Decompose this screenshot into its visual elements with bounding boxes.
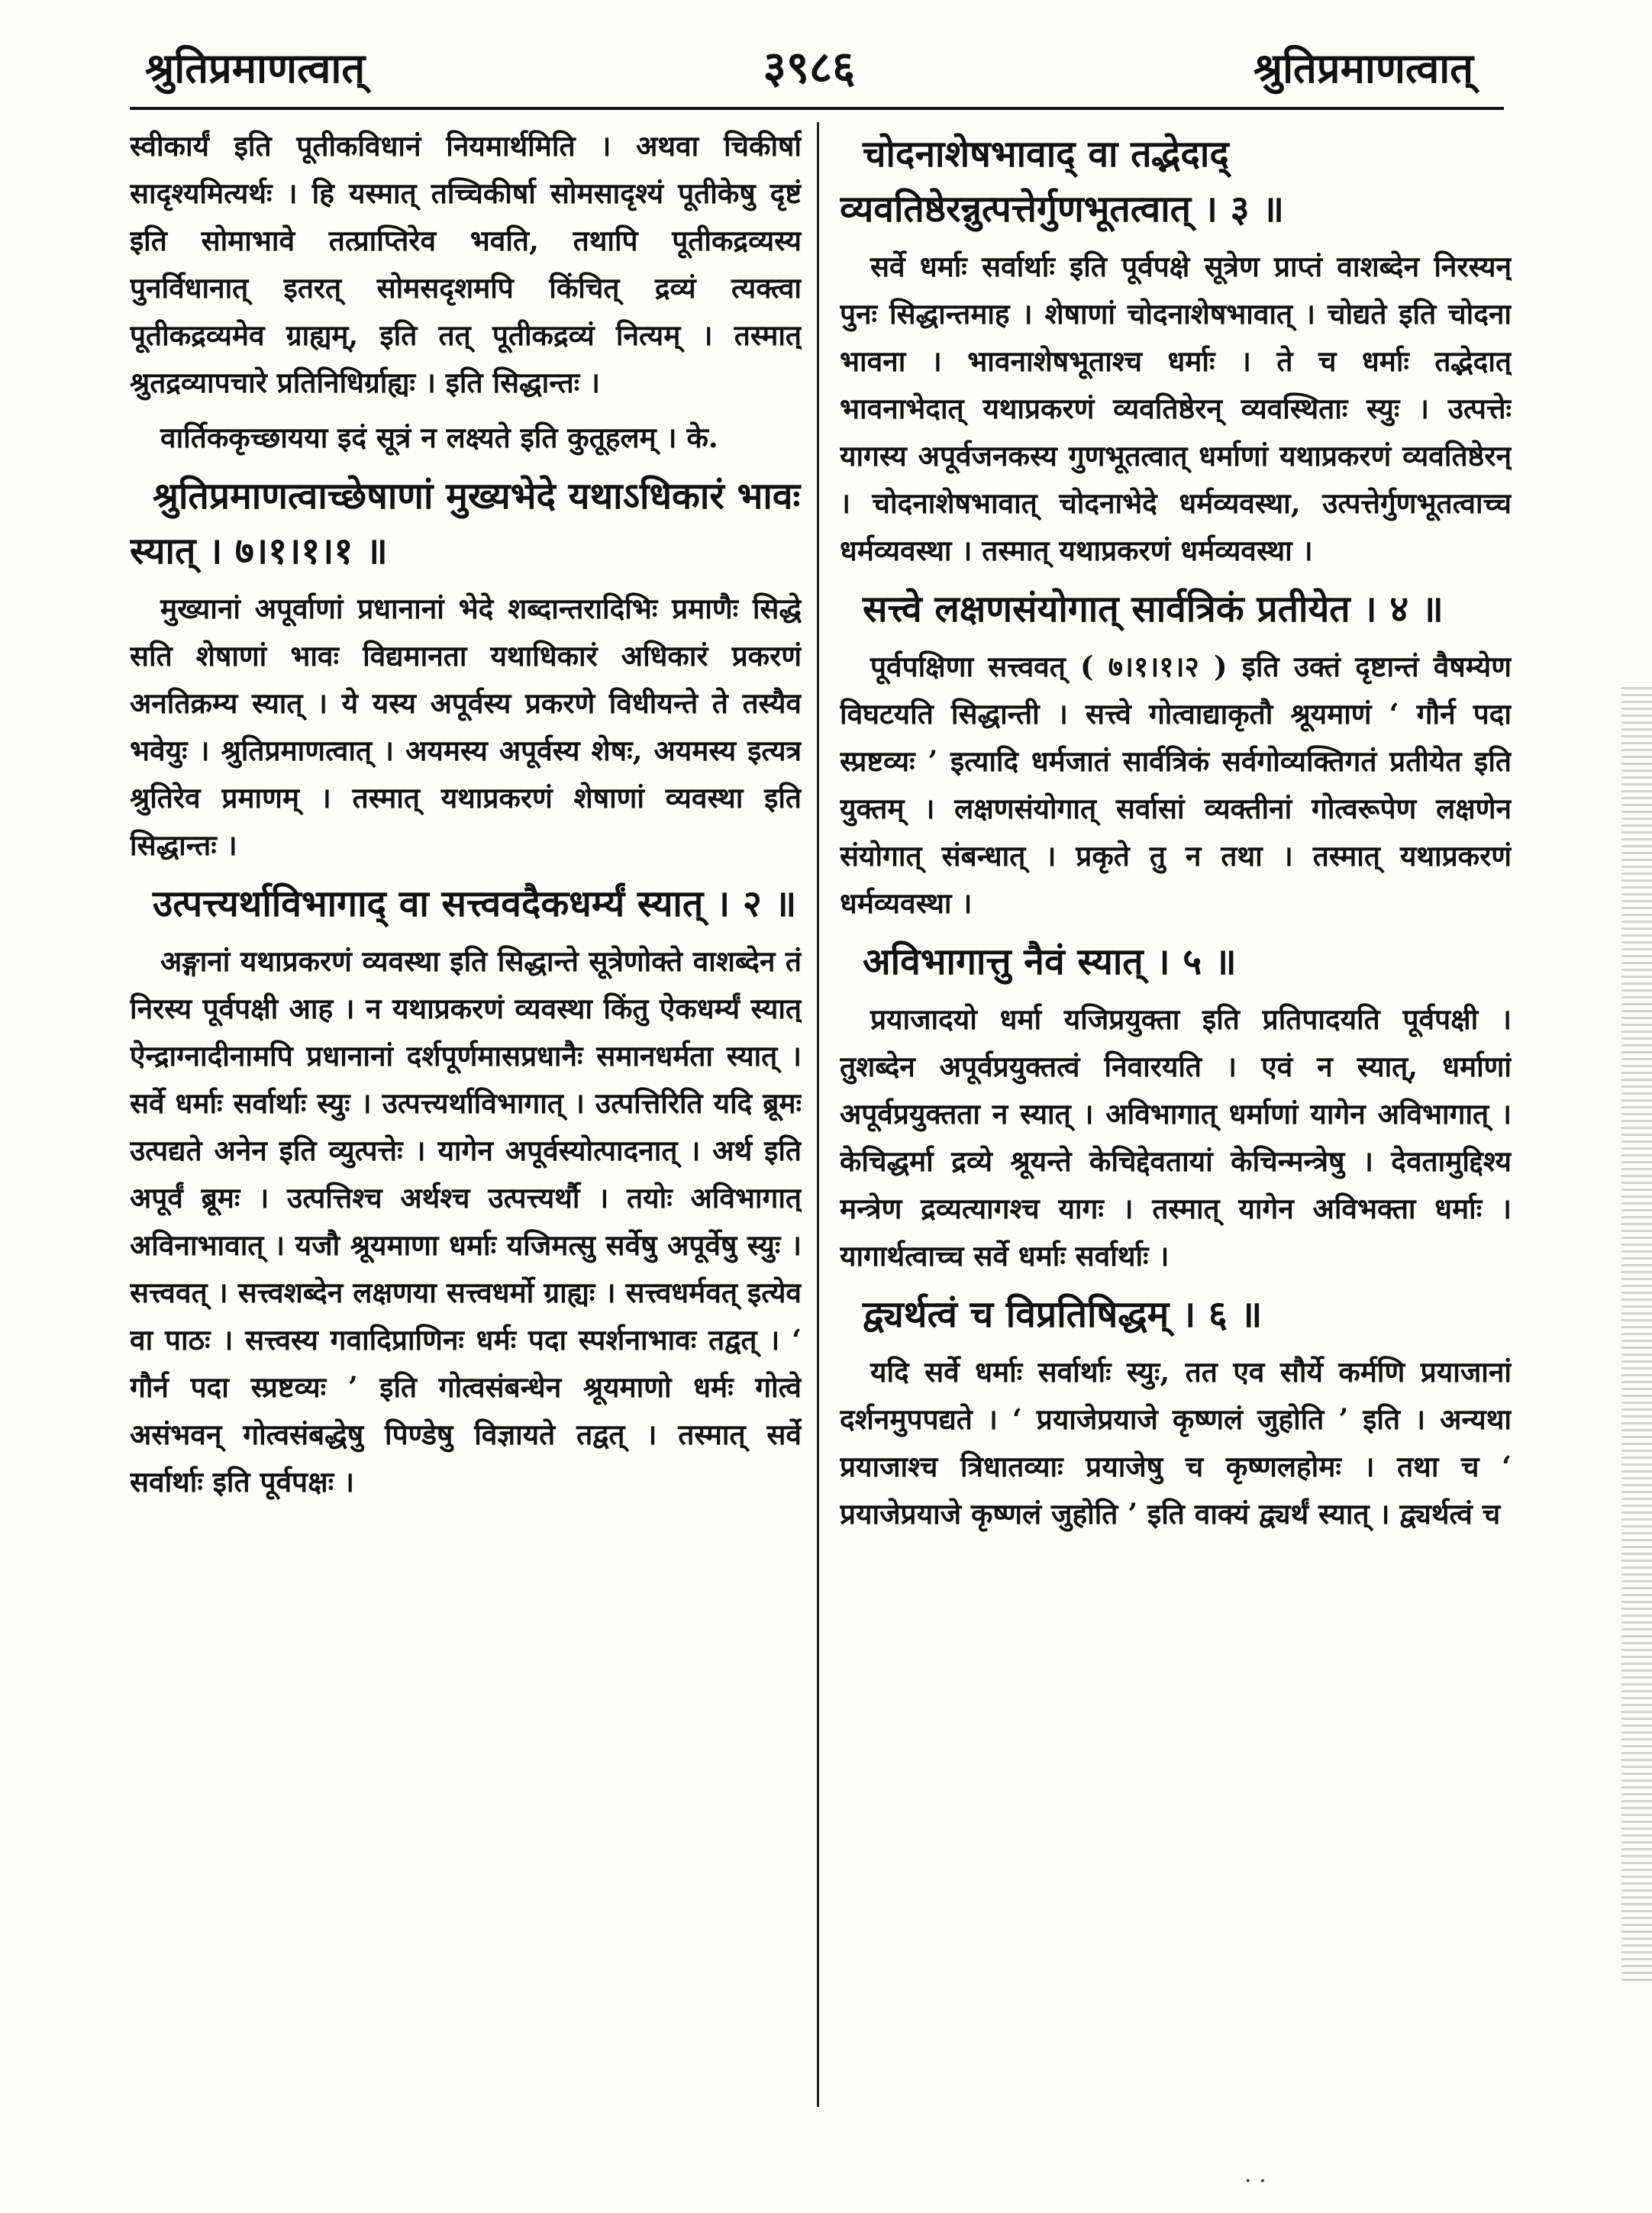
column-divider	[817, 122, 819, 2107]
sutra-4: सत्त्वे लक्षणसंयोगात् सार्वत्रिकं प्रतीयेत । ४ ॥	[863, 588, 1444, 631]
scan-specks: · ·	[1244, 2168, 1266, 2195]
right-paragraph-4: यदि सर्वे धर्माः सर्वार्थाः स्युः, तत एव सौर्ये कर्मणि प्रयाजानां दर्शनमुपपद्यते । ‘ प्रयाजेप्रयाजे कृष्णलं जुहोति ’ इति । अन्यथा प्रयाजाश्च त्रिधातव्याः प्रयाजेषु च कृष्णलहोमः । तथा च ‘ प्रयाजेप्रयाजे कृष्णलं जुहोति ’ इति वाक्यं द्व्यर्थं स्यात् । द्व्यर्थत्वं च	[840, 1355, 1512, 1531]
left-paragraph-1: स्वीकार्यं इति पूतीकविधानं नियमार्थमिति । अथवा चिकीर्षा सादृश्यमित्यर्थः । हि यस्मात् तच्चिकीर्षा सोमसादृश्यं पूतीकेषु दृष्टं इति सोमाभावे तत्प्राप्तिरेव भवति, तथापि पूतीकद्रव्यस्य पुनर्विधानात् इतरत् सोमसदृशमपि किंचित् द्रव्यं त्यक्त्वा पूतीकद्रव्यमेव ग्राह्यम्, इति तत् पूतीकद्रव्यं नित्यम् । तस्मात् श्रुतद्रव्यापचारे प्रतिनिधिर्ग्राह्यः । इति सिद्धान्तः ।	[130, 129, 802, 399]
right-column	[840, 122, 1512, 2122]
left-paragraph-2: वार्तिककृच्छायया इदं सूत्रं न लक्ष्यते इति कुतूहलम् । के.	[160, 421, 718, 454]
right-paragraph-3: प्रयाजादयो धर्मा यजिप्रयुक्ता इति प्रतिपादयति पूर्वपक्षी । तुशब्देन अपूर्वप्रयुक्तत्वं निवारयति । एवं न स्यात्, धर्माणां अपूर्वप्रयुक्तता न स्यात् । अविभागात् धर्माणां यागेन अविभागात् । केचिद्धर्मा द्रव्ये श्रूयन्ते केचिद्देवतायां केचिन्मन्त्रेषु । देवतामुद्दिश्य मन्त्रेण द्रव्यत्यागश्च यागः । तस्मात् यागेन अविभक्ता धर्माः । यागार्थत्वाच्च सर्वे धर्माः सर्वार्थाः ।	[840, 1002, 1512, 1273]
sutra-6: द्व्यर्थत्वं च विप्रतिषिद्धम् । ६ ॥	[863, 1293, 1263, 1336]
sutra-1: श्रुतिप्रमाणत्वाच्छेषाणां मुख्यभेदे यथाऽधिकारं भावः स्यात् । ७।१।१।१ ॥	[130, 475, 801, 573]
sutra-3: चोदनाशेषभावाद् वा तद्भेदाद् व्यवतिष्ठेरन्नुत्पत्तेर्गुणभूतत्वात् । ३ ॥	[840, 133, 1285, 231]
left-paragraph-3: मुख्यानां अपूर्वाणां प्रधानानां भेदे शब्दान्तरादिभिः प्रमाणैः सिद्धे सति शेषाणां भावः विद्यमानता यथाधिकारं अधिकारं प्रकरणं अनतिक्रम्य स्यात् । ये यस्य अपूर्वस्य प्रकरणे विधीयन्ते ते तस्यैव भवेयुः । श्रुतिप्रमाणत्वात् । अयमस्य अपूर्वस्य शेषः, अयमस्य इत्यत्र श्रुतिरेव प्रमाणम् । तस्मात् यथाप्रकरणं शेषाणां व्यवस्था इति सिद्धान्तः ।	[130, 592, 802, 862]
right-paragraph-1: सर्वे धर्माः सर्वार्थाः इति पूर्वपक्षे सूत्रेण प्राप्तं वाशब्देन निरस्यन् पुनः सिद्धान्तमाह । शेषाणां चोदनाशेषभावात् । चोद्यते इति चोदना भावना । भावनाशेषभूताश्च धर्माः । ते च धर्माः तद्भेदात् भावनाभेदात् यथाप्रकरणं व्यवतिष्ठेरन् व्यवस्थिताः स्युः । उत्पत्तेः यागस्य अपूर्वजनकस्य गुणभूतत्वात् धर्माणां यथाप्रकरणं व्यवतिष्ठेरन् । चोदनाशेषभावात् चोदनाभेदे धर्मव्यवस्था, उत्पत्तेर्गुणभूतत्वाच्च धर्मव्यवस्था । तस्मात् यथाप्रकरणं धर्मव्यवस्था ।	[840, 250, 1512, 567]
sutra-2: उत्पत्त्यर्थाविभागाद् वा सत्त्ववदैकधर्म्यं स्यात् । २ ॥	[153, 882, 797, 925]
running-head-left: श्रुतिप्रमाणत्वात्	[145, 44, 366, 92]
left-paragraph-4: अङ्गानां यथाप्रकरणं व्यवस्था इति सिद्धान्ते सूत्रेणोक्ते वाशब्देन तं निरस्य पूर्वपक्षी आह । न यथाप्रकरणं व्यवस्था किंतु ऐकधर्म्यं स्यात् ऐन्द्राग्नादीनामपि प्रधानानां दर्शपूर्णमासप्रधानैः समानधर्मता स्यात् । सर्वे धर्माः सर्वार्थाः स्युः । उत्पत्त्यर्थाविभागात् । उत्पत्तिरिति यदि ब्रूमः उत्पद्यते अनेन इति व्युत्पत्तेः । यागेन अपूर्वस्योत्पादनात् । अर्थ इति अपूर्वं ब्रूमः । उत्पत्तिश्च अर्थश्च उत्पत्त्यर्थौ । तयोः अविभागात् अविनाभावात् । यजौ श्रूयमाणा धर्माः यजिमत्सु सर्वेषु अपूर्वेषु स्युः । सत्त्ववत् । सत्त्वशब्देन लक्षणया सत्त्वधर्मो ग्राह्यः । सत्त्वधर्मवत् इत्येव वा पाठः । सत्त्वस्य गवादिप्राणिनः धर्मः पदा स्पर्शनाभावः तद्वत् । ‘ गौर्न पदा स्प्रष्टव्यः ’ इति गोत्वसंबन्धेन श्रूयमाणो धर्मः गोत्वे असंभवन् गोत्वसंबद्धेषु पिण्डेषु विज्ञायते तद्वत् । तस्मात् सर्वे सर्वार्थाः इति पूर्वपक्षः ।	[130, 944, 802, 1498]
header-rule	[130, 107, 1504, 110]
scan-edge-noise	[1621, 687, 1652, 1985]
running-head-right: श्रुतिप्रमाणत्वात्	[1253, 44, 1473, 92]
page-number: ३९८६	[763, 41, 856, 93]
right-paragraph-2: पूर्वपक्षिणा सत्त्ववत् ( ७।१।१।२ ) इति उक्तं दृष्टान्तं वैषम्येण विघटयति सिद्धान्ती । सत्त्वे गोत्वाद्याकृतौ श्रूयमाणं ‘ गौर्न पदा स्प्रष्टव्यः ’ इत्यादि धर्मजातं सार्वत्रिकं सर्वगोव्यक्तिगतं प्रतीयेत इति युक्तम् । लक्षणसंयोगात् सर्वासां व्यक्तीनां गोत्वरूपेण लक्षणेन संयोगात् संबन्धात् । प्रकृते तु न तथा । तस्मात् यथाप्रकरणं धर्मव्यवस्था ।	[840, 650, 1512, 920]
sutra-5: अविभागात्तु नैवं स्यात् । ५ ॥	[863, 940, 1237, 983]
page-header	[115, 31, 1504, 99]
left-column	[130, 122, 802, 2122]
